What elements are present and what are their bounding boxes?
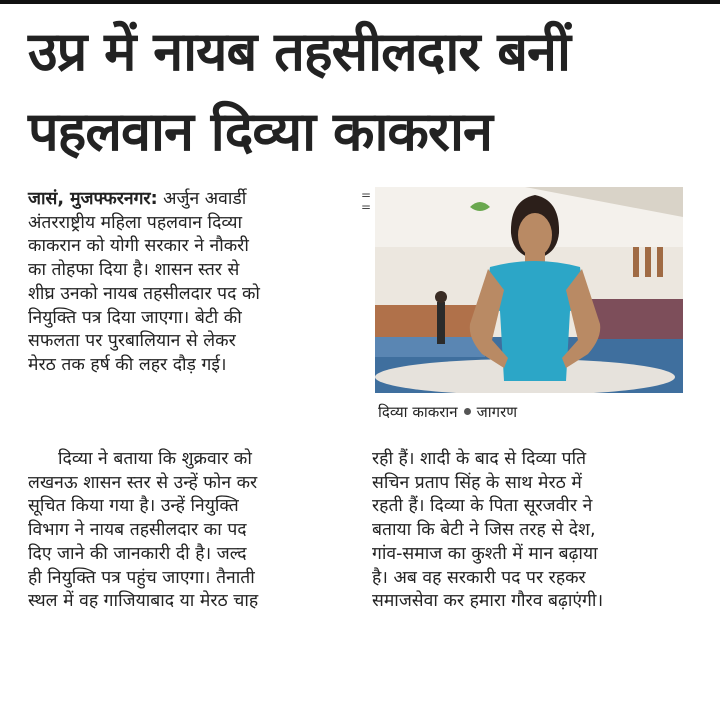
headline-line-1: उप्र में नायब तहसीलदार बनीं	[28, 20, 571, 83]
body-line: सचिन प्रताप सिंह के साथ मेरठ में	[372, 472, 582, 493]
caption-name: दिव्या काकरान	[378, 403, 458, 421]
headline-line-2: पहलवान दिव्या काकरान	[28, 100, 492, 163]
intro-line: का तोहफा दिया है। शासन स्तर से	[28, 260, 240, 281]
body-line: बताया कि बेटी ने जिस तरह से देश,	[372, 520, 596, 541]
photo-caption	[378, 402, 517, 422]
photo-illustration	[375, 187, 683, 393]
top-border-rule	[0, 0, 720, 4]
body-line: ही नियुक्ति पत्र पहुंच जाएगा। तैनाती	[28, 567, 255, 588]
headline	[28, 12, 708, 172]
body-line: रहती हैं। दिव्या के पिता सूरजवीर ने	[372, 496, 593, 517]
body-line: गांव-समाज का कुश्ती में मान बढ़ाया	[372, 543, 598, 564]
intro-line: काकरान को योगी सरकार ने नौकरी	[28, 236, 249, 257]
intro-line: मेरठ तक हर्ष की लहर दौड़ गई।	[28, 354, 227, 375]
column-marks: = =	[361, 188, 372, 214]
body-line: दिए जाने की जानकारी दी है। जल्द	[28, 543, 247, 564]
body-line: विभाग ने नायब तहसीलदार का पद	[28, 520, 247, 541]
body-line: दिव्या ने बताया कि शुक्रवार को	[58, 449, 252, 469]
body-column-right	[372, 448, 692, 614]
body-line: है। अब वह सरकारी पद पर रहकर	[372, 567, 586, 588]
body-line: सूचित किया गया है। उन्हें नियुक्ति	[28, 496, 239, 517]
intro-paragraph	[28, 188, 368, 378]
wrestler-photo	[375, 187, 683, 393]
body-line: लखनऊ शासन स्तर से उन्हें फोन कर	[28, 472, 258, 493]
intro-line: अर्जुन अवार्डी	[157, 189, 247, 209]
caption-credit: जागरण	[476, 403, 518, 421]
dateline: जासं, मुजफ्फरनगर:	[28, 189, 158, 209]
body-line: समाजसेवा कर हमारा गौरव बढ़ाएंगी।	[372, 591, 604, 612]
body-line: रही हैं। शादी के बाद से दिव्या पति	[372, 449, 587, 469]
intro-line: शीघ्र उनको नायब तहसीलदार पद को	[28, 283, 260, 304]
intro-line: अंतरराष्ट्रीय महिला पहलवान दिव्या	[28, 212, 243, 233]
body-column-left	[28, 448, 366, 614]
body-line: स्थल में वह गाजियाबाद या मेरठ चाह	[28, 591, 259, 612]
intro-line: नियुक्ति पत्र दिया जाएगा। बेटी की	[28, 307, 242, 328]
bullet-dot-icon	[464, 408, 471, 415]
intro-line: सफलता पर पुरबालियान से लेकर	[28, 331, 236, 352]
